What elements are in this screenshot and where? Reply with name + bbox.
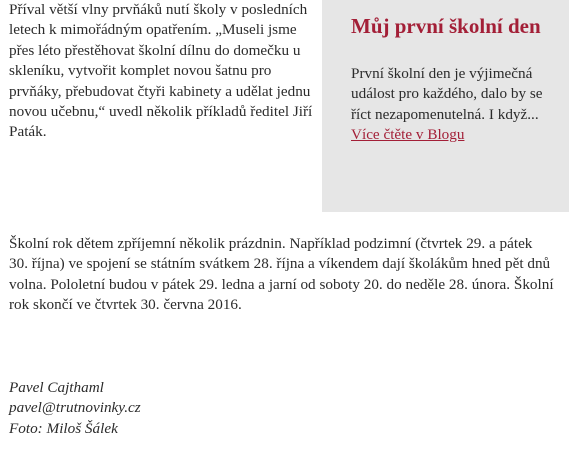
blog-teaser-excerpt: První školní den je výjimečná událost pro každého, dalo by se říct nezapomenutelná. I když...	[351, 65, 543, 123]
photo-credit: Foto: Miloš Šálek	[9, 419, 118, 437]
blog-teaser-text	[351, 64, 556, 146]
article-credits	[9, 378, 141, 439]
blog-teaser-title[interactable]: Můj první školní den	[351, 14, 541, 38]
article-paragraph-2: Školní rok dětem zpříjemní několik prázdnin. Například podzimní (čtvrtek 29. a pátek 30. října) ve spojení se státním svátkem 28. října a víkendem dají školákům hned pět dnů volna. Pololetní budou v pátek 29. ledna a jarní od soboty 20. do neděle 28. února. Školní rok skončí ve čtvrtek 30. června 2016.	[9, 235, 554, 314]
author-email[interactable]: pavel@trutnovinky.cz	[9, 399, 141, 417]
article-paragraph-1: Příval větší vlny prvňáků nutí školy v posledních letech k mimořádným opatřením. „Museli jsme přes léto přestěhovat školní dílnu do domečku u skleníku, vytvořit komplet novou šatnu pro prvňáky, přebudovat čtyři kabinety a udělat jednu novou učebnu,“ uvedl několik příkladů ředitel Jiří Paták.	[9, 1, 313, 141]
author-name: Pavel Cajthaml	[9, 379, 104, 396]
blog-teaser-box	[322, 0, 569, 212]
blog-read-more-link[interactable]: Více čtěte v Blogu	[351, 126, 465, 144]
